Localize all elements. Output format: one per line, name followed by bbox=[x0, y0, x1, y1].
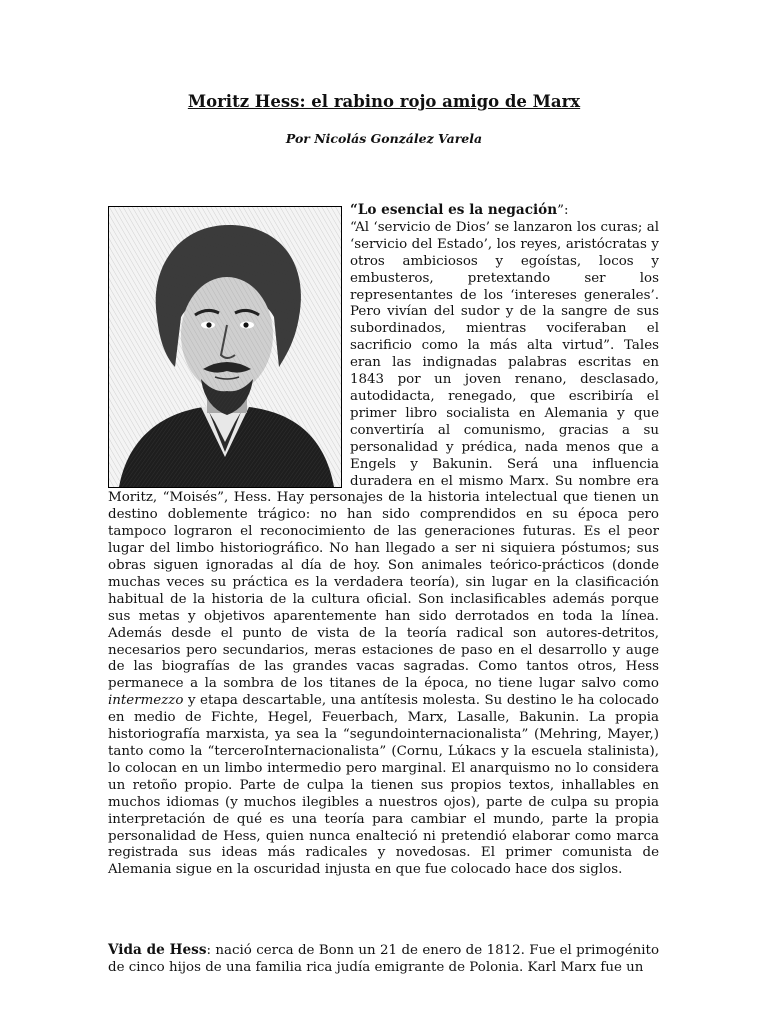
life-body: nació cerca de Bonn un 21 de enero de 1812. Fue el primogénito de cinco hijos de una familia rica judía emigrante de Polonia. Karl Marx fue un bbox=[108, 943, 660, 975]
life-paragraph bbox=[108, 942, 659, 977]
intro-paragraph bbox=[108, 202, 659, 879]
section-heading-punctuation: ”: bbox=[557, 203, 569, 218]
intro-body-part-1: “Al ‘servicio de Dios’ se lanzaron los curas; al ‘servicio del Estado’, los reyes, aristócratas y otros ambiciosos y egoístas, locos y embusteros, pretextando ser los representantes de los ‘intereses generales’. Pero vivían del sudor y de la sangre de sus subordinados, mientras vociferaban el sacrificio como la más alta virtud”. Tales eran las indignadas palabras escritas en 1843 por un joven renano, desclasado, autodidacta, renegado, que escribiría el primer libro socialista en Alemania y que convertiría al comunismo, gracias a su personalidad y prédica, nada menos que a Engels y Bakunin. Será una influencia duradera en el mismo Marx. Su nombre era Moritz, “Moisés”, Hess. Hay personajes de la historia intelectual que tienen un destino doblemente trágico: no han sido comprendidos en su época pero tampoco lograron el reconocimiento de las generaciones futuras. Es el peor lugar del limbo historiográfico. No han llegado a ser ni siquiera póstumos; sus obras siguen ignoradas al día de hoy. Son animales teórico-prácticos (donde muchas veces su práctica es la verdadera teoría), sin lugar en la clasificación habitual de la historia de la cultura oficial. Son inclasificables además porque sus metas y objetivos aparentemente han sido derrotados en toda la línea. Además desde el punto de vista de la teoría radical son autores-detritos, necesarios pero secundarios, meras estaciones de paso en el desarrollo y auge de las biografías de las grandes vacas sagradas. Como tantos otros, Hess permanece a la sombra de los titanes de la época, no tiene lugar salvo como bbox=[108, 219, 659, 692]
section-heading-colon: : bbox=[206, 943, 211, 958]
intro-body-part-2: y etapa descartable, una antítesis molesta. Su destino le ha colocado en medio de Fichte, Hegel, Feuerbach, Marx, Lasalle, Bakunin. La propia historiografía marxista, ya sea la “segundointernacionalista” (Mehring, Mayer,) tanto como la “terceroInternacionalista” (Cornu, Lúkacs y la escuela stalinista), lo colocan en un limbo intermedio pero marginal. El anarquismo no lo considera un retoño propio. Parte de culpa la tienen sus propios textos, inhallables en muchos idiomas (y muchos ilegibles a nuestros ojos), parte de culpa su propia interpretación de qué es una teoría para cambiar el mundo, parte la propia personalidad de Hess, quien nunca enalteció ni pretendió elaborar como marca registrada sus ideas más radicales y novedosas. El primer comunista de Alemania sigue en la oscuridad injusta en que fue colocado hace dos siglos. bbox=[108, 693, 659, 878]
article-title: Moritz Hess: el rabino rojo amigo de Marx bbox=[187, 92, 581, 111]
section-heading-vida: Vida de Hess bbox=[108, 942, 207, 958]
italic-term-intermezzo: intermezzo bbox=[108, 693, 184, 709]
portrait-float-spacer bbox=[108, 202, 350, 489]
article-byline: Por Nicolás González Varela bbox=[285, 131, 483, 146]
section-heading-negacion: “Lo esencial es la negación bbox=[350, 202, 558, 218]
